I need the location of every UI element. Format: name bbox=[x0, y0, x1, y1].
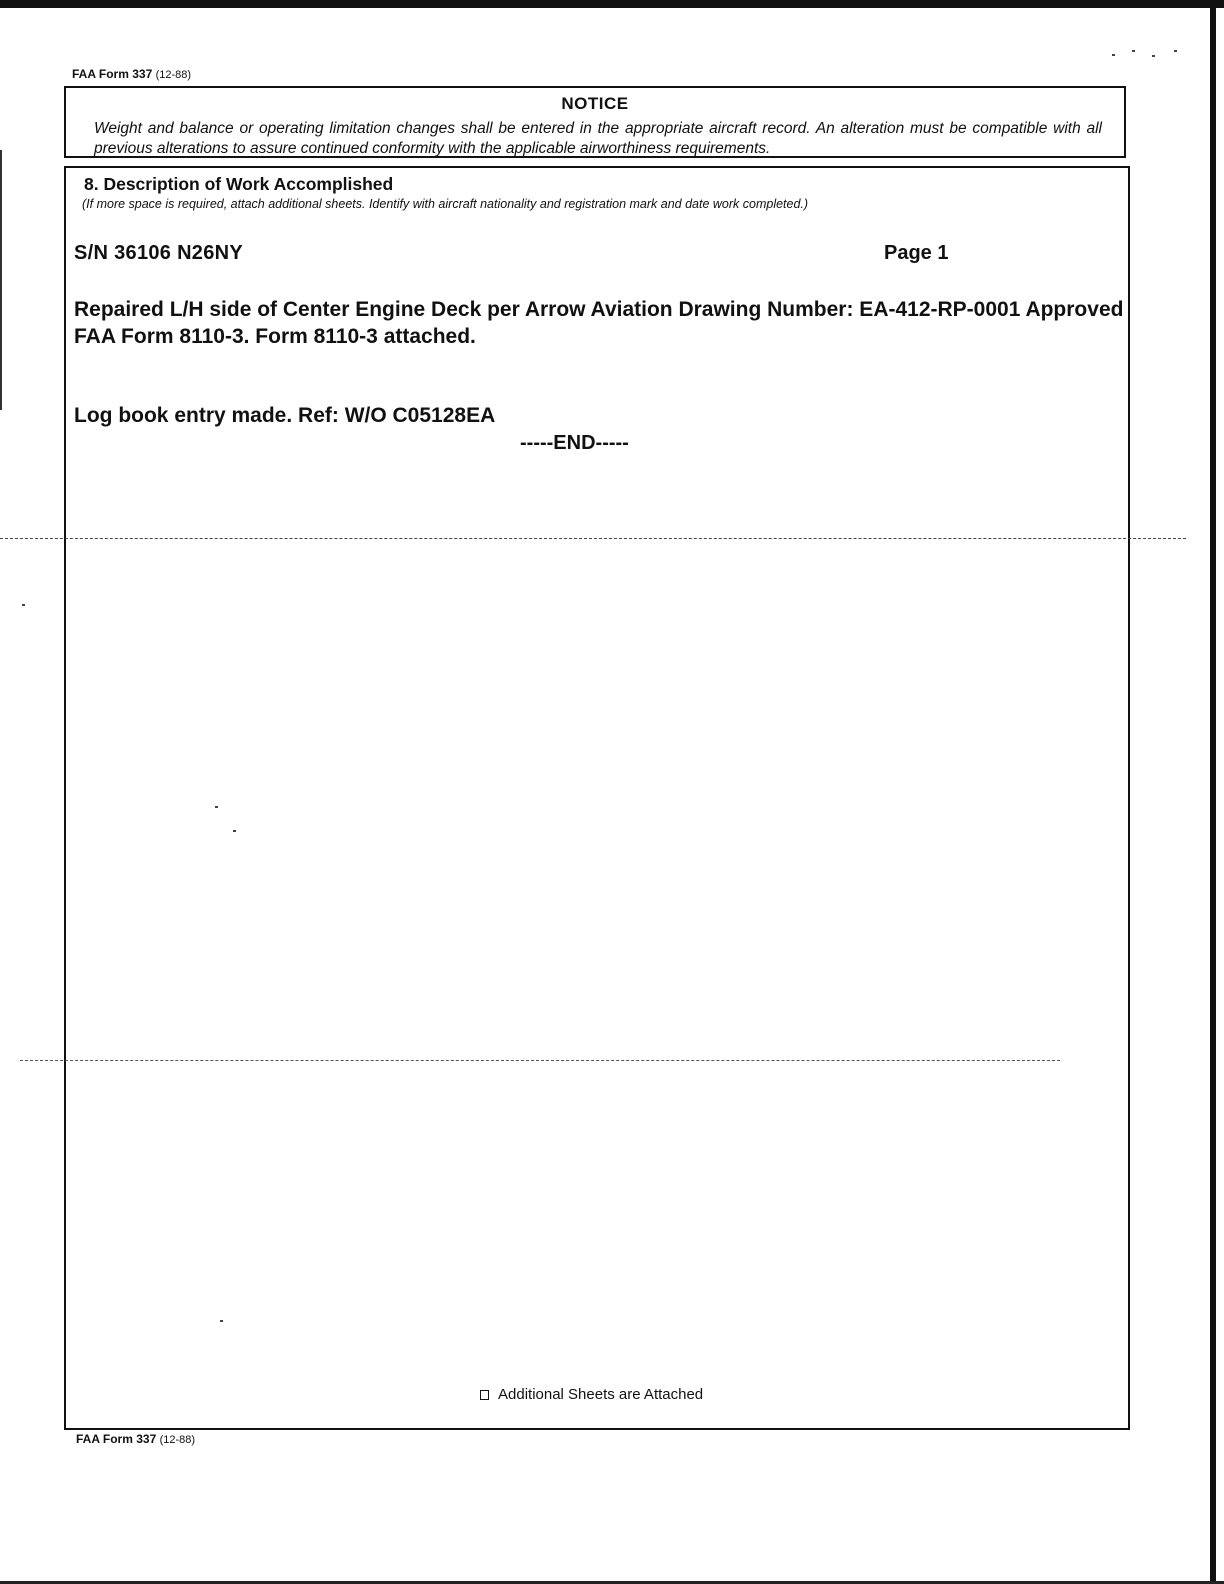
notice-title: NOTICE bbox=[561, 94, 629, 113]
scan-speck bbox=[22, 604, 25, 606]
additional-sheets-checkbox[interactable] bbox=[480, 1390, 489, 1400]
fold-line-upper bbox=[0, 538, 1186, 539]
scan-speck bbox=[220, 1320, 223, 1322]
work-description: Repaired L/H side of Center Engine Deck per Arrow Aviation Drawing Number: EA-412-RP-0001 Approved FAA Form 8110-3. Form 8110-3 attached. bbox=[74, 298, 1124, 348]
notice-box bbox=[64, 86, 1126, 158]
end-marker: -----END----- bbox=[520, 432, 629, 454]
scan-border-right bbox=[1210, 8, 1216, 1584]
additional-sheets-row bbox=[480, 1386, 703, 1403]
form-label-bottom bbox=[76, 1432, 195, 1446]
scan-border-top bbox=[0, 0, 1224, 8]
form-revision: (12-88) bbox=[155, 69, 192, 81]
scan-speck bbox=[1174, 50, 1177, 52]
form-label-top bbox=[72, 67, 191, 81]
notice-text: Weight and balance or operating limitation changes shall be entered in the appropriate aircraft record. An alteration must be compatible with all previous alterations to assure continued conformity with the applicable airworthiness requirements. bbox=[94, 120, 1102, 157]
scan-edge-mark bbox=[0, 150, 2, 410]
serial-registration: S/N 36106 N26NY bbox=[74, 242, 244, 264]
section-instructions: (If more space is required, attach additional sheets. Identify with aircraft nationality and registration mark and date work completed.) bbox=[82, 197, 809, 211]
work-description-box bbox=[64, 166, 1130, 1430]
log-entry: Log book entry made. Ref: W/O C05128EA bbox=[74, 404, 496, 427]
scan-speck bbox=[1132, 50, 1135, 52]
scan-speck bbox=[1112, 54, 1115, 56]
form-name: FAA Form 337 bbox=[72, 67, 153, 81]
scan-speck bbox=[233, 830, 236, 832]
additional-sheets-label: Additional Sheets are Attached bbox=[498, 1386, 704, 1403]
scan-speck bbox=[215, 806, 218, 808]
page-number: Page 1 bbox=[884, 242, 949, 264]
scan-speck bbox=[1152, 55, 1155, 57]
form-revision: (12-88) bbox=[159, 1434, 196, 1446]
section-title: 8. Description of Work Accomplished bbox=[84, 174, 394, 194]
fold-line-lower bbox=[20, 1060, 1060, 1061]
form-name: FAA Form 337 bbox=[76, 1432, 157, 1446]
